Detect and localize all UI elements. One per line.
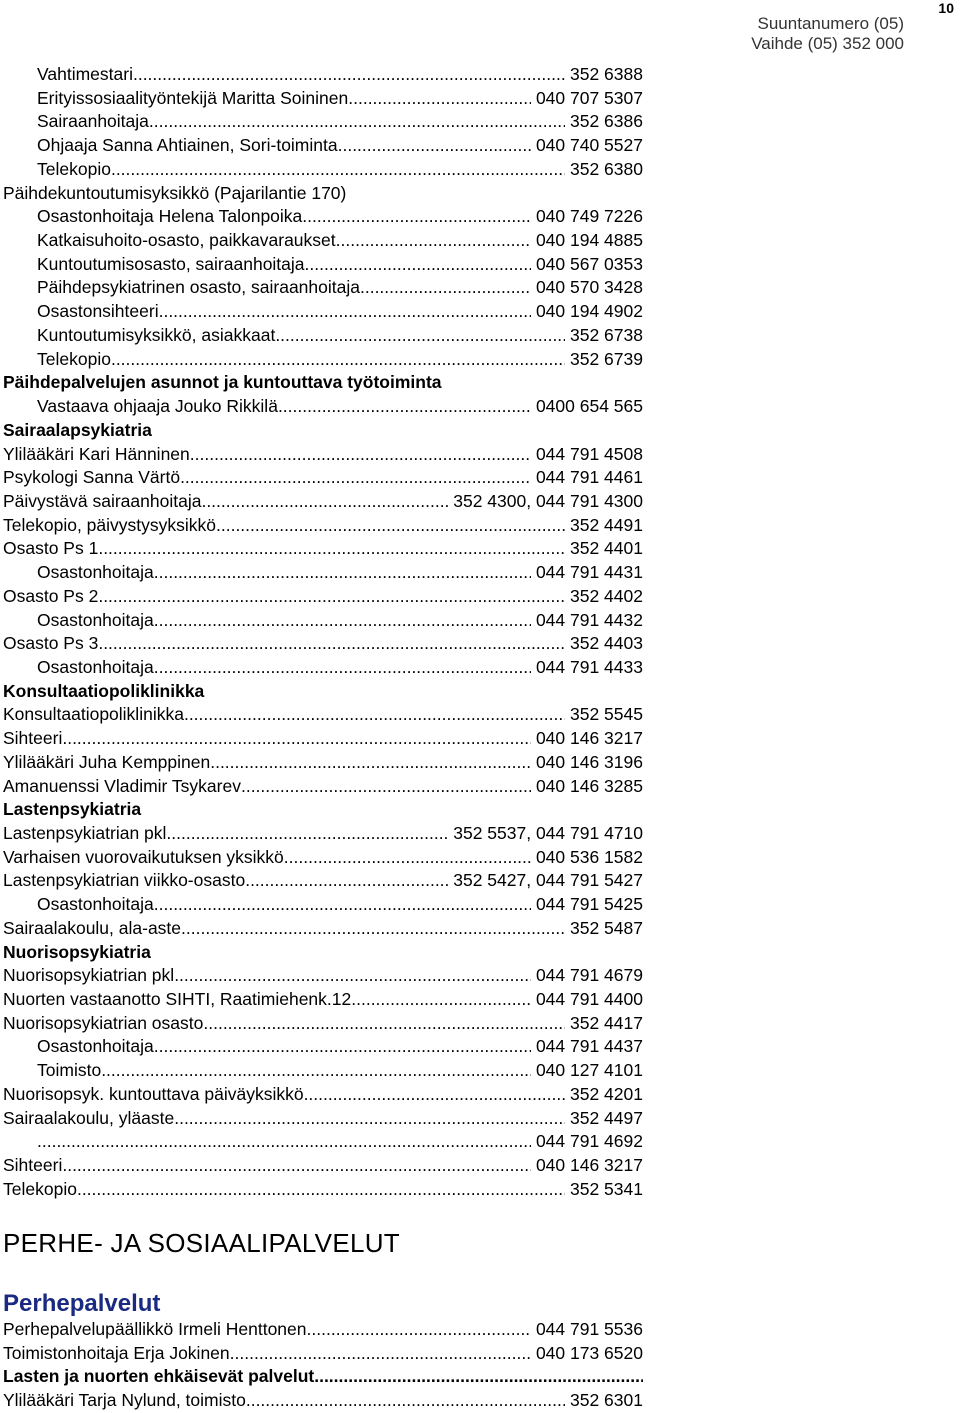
- entry-label: Nuorisopsykiatrian osasto: [3, 1012, 204, 1033]
- entry-label: Psykologi Sanna Värtö: [3, 467, 181, 488]
- directory-list-family-services: [3, 1318, 643, 1413]
- dot-leader: [62, 727, 531, 751]
- directory-row: [3, 1012, 643, 1036]
- phone-number: 044 791 4461: [535, 467, 643, 488]
- directory-row: [3, 1342, 643, 1366]
- directory-row: [3, 1365, 643, 1389]
- phone-number: 352 4401: [570, 538, 643, 559]
- entry-label: Osastonsihteeri: [37, 301, 159, 322]
- dot-leader: [154, 561, 531, 585]
- directory-row: [3, 1154, 643, 1178]
- entry-label: Telekopio: [37, 158, 111, 179]
- directory-row: [3, 300, 643, 324]
- phone-number: 352 4491: [570, 514, 643, 535]
- entry-label: Toimistonhoitaja Erja Jokinen: [3, 1342, 230, 1363]
- directory-row: [3, 537, 643, 561]
- page-number: 10: [938, 0, 954, 16]
- directory-row: [3, 134, 643, 158]
- entry-label: Konsultaatiopoliklinikka: [3, 704, 184, 725]
- directory-row: [3, 775, 643, 799]
- entry-label: Ylilääkäri Kari Hänninen: [3, 443, 190, 464]
- dot-leader: [98, 537, 565, 561]
- phone-number: 352 5545: [570, 704, 643, 725]
- dot-leader: [133, 63, 565, 87]
- dot-leader: [98, 632, 565, 656]
- entry-label: Varhaisen vuorovaikutuksen yksikkö: [3, 846, 284, 867]
- directory-row: [3, 1178, 643, 1202]
- phone-number: 352 4300, 044 791 4300: [453, 490, 643, 511]
- dot-leader: [216, 514, 565, 538]
- phone-number: 044 791 4400: [535, 989, 643, 1010]
- entry-label: Vahtimestari: [37, 64, 133, 84]
- entry-label: Osastonhoitaja: [37, 609, 154, 630]
- dot-leader: [154, 656, 531, 680]
- directory-row: [3, 585, 643, 609]
- dot-leader: [241, 775, 531, 799]
- dot-leader: [348, 87, 531, 111]
- phone-number: 044 791 5536: [535, 1319, 643, 1339]
- entry-label: Osastonhoitaja: [37, 562, 154, 583]
- entry-label: Osasto Ps 2: [3, 585, 99, 606]
- dot-leader: [180, 466, 531, 490]
- entry-label: Telekopio: [37, 348, 111, 369]
- dot-leader: [338, 134, 531, 158]
- directory-row: [3, 751, 643, 775]
- phone-number: 044 791 4431: [535, 562, 643, 583]
- header-switchboard: Vaihde (05) 352 000: [751, 34, 904, 53]
- entry-label: Osasto Ps 1: [3, 538, 99, 559]
- entry-label: Telekopio: [3, 1178, 77, 1199]
- dot-leader: [210, 751, 531, 775]
- dot-leader: [284, 846, 531, 870]
- directory-row: [3, 205, 643, 229]
- phone-number: 044 791 4433: [535, 656, 643, 677]
- directory-row: [3, 253, 643, 277]
- directory-row: [3, 348, 643, 372]
- dot-leader: [246, 1389, 565, 1413]
- entry-label: Vastaava ohjaaja Jouko Rikkilä: [37, 396, 278, 417]
- section-heading: Päihdepalvelujen asunnot ja kuntouttava työtoiminta: [3, 372, 442, 393]
- directory-row: [3, 727, 643, 751]
- directory-row: [3, 988, 643, 1012]
- entry-label: Lastenpsykiatrian viikko-osasto: [3, 870, 246, 891]
- directory-row: [3, 158, 643, 182]
- directory-row: [3, 964, 643, 988]
- dot-leader: [336, 229, 531, 253]
- entry-label: Osastonhoitaja: [37, 1036, 154, 1057]
- phone-number: 352 6380: [570, 158, 643, 179]
- dot-leader: [154, 893, 531, 917]
- entry-label: Osastonhoitaja Helena Talonpoika: [37, 206, 303, 227]
- directory-row: [3, 1389, 643, 1413]
- directory-row: [3, 1035, 643, 1059]
- phone-number: 0400 654 565: [535, 396, 643, 417]
- directory-row: [3, 893, 643, 917]
- entry-label: Katkaisuhoito-osasto, paikkavaraukset: [37, 230, 336, 251]
- directory-row: [3, 703, 643, 727]
- directory-row: [3, 490, 643, 514]
- directory-row: [3, 1107, 643, 1131]
- directory-row: [3, 632, 643, 656]
- entry-label: Päivystävä sairaanhoitaja: [3, 490, 202, 511]
- dot-leader: [203, 1012, 565, 1036]
- directory-list: [3, 63, 643, 1202]
- entry-label: Kuntoutumisosasto, sairaanhoitaja: [37, 253, 305, 274]
- directory-row: [3, 395, 643, 419]
- directory-row: [3, 822, 643, 846]
- section-heading: Päihdekuntoutumisyksikkö (Pajarilantie 170): [3, 182, 347, 203]
- dot-leader: [304, 1083, 566, 1107]
- directory-row: [3, 917, 643, 941]
- directory-row: [3, 1318, 643, 1342]
- phone-number: 352 5341: [570, 1178, 643, 1199]
- dot-leader: [184, 703, 565, 727]
- section-heading: Konsultaatiopoliklinikka: [3, 680, 205, 701]
- directory-row: [3, 110, 643, 134]
- phone-number: 040 740 5527: [535, 135, 643, 156]
- entry-label: Kuntoutumisyksikkö, asiakkaat: [37, 324, 276, 345]
- phone-number: 040 146 3285: [535, 775, 643, 796]
- phone-number: 352 5537, 044 791 4710: [453, 823, 643, 843]
- directory-row: [3, 466, 643, 490]
- directory-row: [3, 229, 643, 253]
- dot-leader: [275, 324, 565, 348]
- phone-number: 044 791 4692: [535, 1131, 643, 1152]
- dot-leader: [307, 1318, 532, 1342]
- entry-label: Ohjaaja Sanna Ahtiainen, Sori-toiminta: [37, 135, 338, 156]
- entry-label: Osastonhoitaja: [37, 656, 154, 677]
- entry-label: Perhepalvelupäällikkö Irmeli Henttonen: [3, 1319, 307, 1339]
- phone-number: 352 6386: [570, 111, 643, 132]
- dot-leader: [111, 158, 565, 182]
- entry-label: Nuorisopsyk. kuntouttava päiväyksikkö: [3, 1083, 304, 1104]
- phone-number: 352 6738: [570, 324, 643, 345]
- entry-label: Nuorten vastaanotto SIHTI, Raatimiehenk.12: [3, 989, 352, 1010]
- directory-row: [3, 1130, 643, 1154]
- phone-number: 352 6739: [570, 348, 643, 369]
- dot-leader: [154, 1035, 531, 1059]
- phone-number: 352 6388: [570, 64, 643, 84]
- directory-row: [3, 87, 643, 111]
- directory-row: [3, 1083, 643, 1107]
- dot-leader: [174, 964, 531, 988]
- dot-leader: [62, 1154, 531, 1178]
- directory-row: [3, 514, 643, 538]
- phone-number: 352 4497: [570, 1107, 643, 1128]
- phone-number: 040 707 5307: [535, 87, 643, 108]
- entry-label: Telekopio, päivystysyksikkö: [3, 514, 216, 535]
- phone-number: 040 127 4101: [535, 1060, 643, 1081]
- header-contact-info: [751, 14, 904, 54]
- entry-label: Sairaanhoitaja: [37, 111, 149, 132]
- phone-number: 044 791 5425: [535, 894, 643, 915]
- entry-label: Sairaalakoulu, ala-aste: [3, 917, 182, 938]
- dot-leader: [201, 490, 448, 514]
- entry-label: Ylilääkäri Juha Kemppinen: [3, 751, 211, 772]
- dot-leader: [181, 917, 565, 941]
- section-title: PERHE- JA SOSIAALIPALVELUT: [3, 1228, 400, 1258]
- phone-number: 352 4403: [570, 633, 643, 654]
- directory-row: [3, 656, 643, 680]
- entry-label: Osastonhoitaja: [37, 894, 154, 915]
- phone-number: 352 6301: [570, 1390, 643, 1411]
- phone-number: 044 791 4508: [535, 443, 643, 464]
- directory-row: [3, 443, 643, 467]
- directory-row: [3, 324, 643, 348]
- entry-label: Amanuenssi Vladimir Tsykarev: [3, 775, 241, 796]
- entry-label: Sairaalakoulu, yläaste: [3, 1107, 175, 1128]
- directory-row: [3, 869, 643, 893]
- dot-leader: [101, 1059, 531, 1083]
- directory-row: [3, 846, 643, 870]
- phone-number: 040 146 3217: [535, 1155, 643, 1176]
- phone-number: 040 173 6520: [535, 1342, 643, 1363]
- dot-leader: [154, 609, 531, 633]
- dot-leader: [314, 1365, 643, 1389]
- phone-number: 352 4402: [570, 585, 643, 606]
- dot-leader: [351, 988, 531, 1012]
- phone-number: 352 5427, 044 791 5427: [453, 870, 643, 891]
- dot-leader: [245, 869, 448, 893]
- dot-leader: [360, 276, 531, 300]
- dot-leader: [37, 1130, 531, 1154]
- phone-number: 044 791 4437: [535, 1036, 643, 1057]
- entry-label: Toimisto: [37, 1060, 102, 1081]
- section-heading: Nuorisopsykiatria: [3, 941, 151, 962]
- dot-leader: [166, 822, 448, 846]
- entry-label: Lasten ja nuorten ehkäisevät palvelut: [3, 1366, 315, 1387]
- phone-number: 040 536 1582: [535, 846, 643, 867]
- entry-label: Lastenpsykiatrian pkl: [3, 823, 167, 843]
- phone-number: 352 5487: [570, 917, 643, 938]
- phone-number: 040 194 4885: [535, 230, 643, 251]
- entry-label: Sihteeri: [3, 1155, 63, 1176]
- phone-number: 352 4201: [570, 1083, 643, 1104]
- entry-label: Päihdepsykiatrinen osasto, sairaanhoitaja: [37, 277, 360, 298]
- subsection-title: Perhepalvelut: [3, 1290, 161, 1317]
- dot-leader: [174, 1107, 565, 1131]
- directory-row: [3, 1059, 643, 1083]
- dot-leader: [305, 253, 532, 277]
- phone-number: 040 567 0353: [535, 253, 643, 274]
- entry-label: Sihteeri: [3, 728, 63, 749]
- dot-leader: [190, 443, 531, 467]
- entry-label: Erityissosiaalityöntekijä Maritta Soininen: [37, 87, 349, 108]
- section-heading: Lastenpsykiatria: [3, 799, 142, 820]
- dot-leader: [230, 1342, 531, 1366]
- phone-number: 352 4417: [570, 1012, 643, 1033]
- dot-leader: [98, 585, 565, 609]
- phone-number: 040 146 3196: [535, 751, 643, 772]
- dot-leader: [77, 1178, 565, 1202]
- header-area-code: Suuntanumero (05): [757, 14, 904, 33]
- phone-number: 040 146 3217: [535, 728, 643, 749]
- directory-row: [3, 63, 643, 87]
- dot-leader: [149, 110, 565, 134]
- dot-leader: [159, 300, 531, 324]
- phone-number: 040 194 4902: [535, 301, 643, 322]
- entry-label: Nuorisopsykiatrian pkl: [3, 965, 175, 986]
- entry-label: Ylilääkäri Tarja Nylund, toimisto: [3, 1390, 246, 1411]
- directory-row: [3, 276, 643, 300]
- phone-number: 040 749 7226: [535, 206, 643, 227]
- phone-number: 040 570 3428: [535, 277, 643, 298]
- dot-leader: [302, 205, 531, 229]
- dot-leader: [278, 395, 531, 419]
- directory-row: [3, 561, 643, 585]
- dot-leader: [111, 348, 565, 372]
- phone-number: 044 791 4679: [535, 965, 643, 986]
- section-heading: Sairaalapsykiatria: [3, 419, 152, 440]
- directory-row: [3, 609, 643, 633]
- phone-number: 044 791 4432: [535, 609, 643, 630]
- entry-label: Osasto Ps 3: [3, 633, 99, 654]
